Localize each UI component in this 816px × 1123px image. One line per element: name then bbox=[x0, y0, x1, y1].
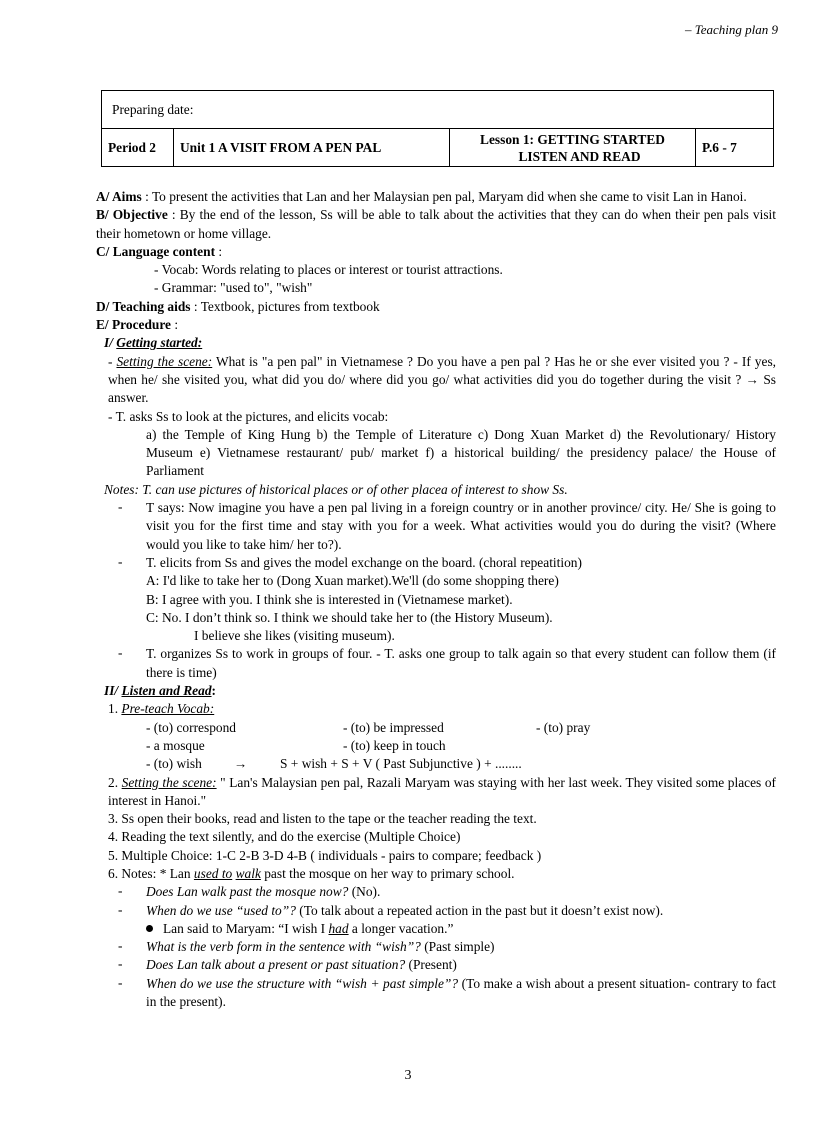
question-1: - Does Lan walk past the mosque now? (No). bbox=[118, 883, 381, 900]
item-4: 4. Reading the text silently, and do the exercise (Multiple Choice) bbox=[108, 829, 461, 845]
procedure-heading: E/ Procedure : bbox=[96, 317, 179, 333]
section-listen-read: II/ Listen and Read: bbox=[104, 683, 216, 699]
vocab-row-1: - (to) correspond - (to) be impressed - (to) pray bbox=[146, 719, 591, 735]
objective-paragraph: B/ Objective : By the end of the lesson, Ss will be able to talk about the activities that they can do when their pen pals visit their hometown or home village. bbox=[96, 207, 776, 241]
elicit-line: - T. asks Ss to look at the pictures, and elicits vocab: bbox=[108, 408, 389, 424]
item-6-notes: 6. Notes: * Lan used to walk past the mosque on her way to primary school. bbox=[108, 865, 515, 881]
lesson-cell: Lesson 1: GETTING STARTED LISTEN AND READ bbox=[450, 129, 696, 167]
lesson-info-table bbox=[101, 90, 774, 167]
item-5: 5. Multiple Choice: 1-C 2-B 3-D 4-B ( individuals - pairs to compare; feedback ) bbox=[108, 847, 542, 863]
aims-paragraph: A/ Aims : To present the activities that Lan and her Malaysian pen pal, Maryam did when she came to visit Lan in Hanoi. bbox=[96, 189, 747, 204]
step-elicit-model: - T. elicits from Ss and gives the model exchange on the board. (choral repeatition) bbox=[118, 553, 582, 570]
wish-structure: - (to) wish → S + wish + S + V ( Past Subjunctive ) + ........ bbox=[146, 756, 522, 772]
item-3: 3. Ss open their books, read and listen to the tape or the teacher reading the text. bbox=[108, 811, 537, 827]
setting-scene-2: 2. Setting the scene: " Lan's Malaysian pen pal, Razali Maryam was staying with her last week. They visited some places of interest in Hanoi." bbox=[108, 774, 776, 808]
dialogue-c2: I believe she likes (visiting museum). bbox=[194, 628, 395, 644]
section-getting-started: I/ Getting started: bbox=[104, 335, 203, 351]
running-header: – Teaching plan 9 bbox=[684, 22, 778, 37]
bullet-icon bbox=[146, 925, 153, 932]
setting-scene-paragraph: - Setting the scene: What is "a pen pal" in Vietnamese ? Do you have a pen pal ? Has he or she ever visited you ? - If yes, when he/ she visited you, what did you do/ where did you go/ what activities did you do together during the visit ? → Ss answer. bbox=[108, 353, 776, 406]
question-5: - When do we use the structure with “wish + past simple”? (To make a wish about a present situation- contrary to fact in the present). bbox=[118, 974, 777, 1010]
step-says: - T says: Now imagine you have a pen pal living in a foreign country or in another province/ city. He/ She is going to visit you for the first time and stay with you for a week. What activities would you do during the visit? (Where would you like to take him/ her to?). bbox=[118, 499, 776, 552]
period-cell: Period 2 bbox=[102, 129, 174, 167]
language-content-heading: C/ Language content : bbox=[96, 243, 223, 259]
teaching-aids: D/ Teaching aids : Textbook, pictures from textbook bbox=[96, 298, 380, 314]
dialogue-a: A: I'd like to take her to (Dong Xuan market).We'll (do some shopping there) bbox=[146, 573, 559, 589]
example-bullet: Lan said to Maryam: “I wish I had a longer vacation.” bbox=[96, 920, 776, 938]
grammar-line: - Grammar: "used to", "wish" bbox=[154, 280, 313, 296]
pages-cell: P.6 - 7 bbox=[696, 129, 774, 167]
preteach-heading: 1. Pre-teach Vocab: bbox=[108, 701, 215, 717]
places-list: a) the Temple of King Hung b) the Temple of Literature c) Dong Xuan Market d) the Revolutionary/ History Museum e) Vietnamese restaurant/ pub/ market f) a historical building/ the presidency palace/ the House of Parliament bbox=[146, 426, 776, 479]
unit-cell: Unit 1 A VISIT FROM A PEN PAL bbox=[174, 129, 450, 167]
vocab-row-2: - a mosque - (to) keep in touch bbox=[146, 737, 446, 753]
page-number: 3 bbox=[404, 1068, 412, 1083]
lesson-body bbox=[96, 188, 776, 1011]
notes-line: Notes: T. can use pictures of historical places or of other placea of interest to show Ss. bbox=[104, 481, 568, 497]
step-organize: - T. organizes Ss to work in groups of four. - T. asks one group to talk again so that every student can follow them (if there is time) bbox=[118, 645, 776, 680]
question-2: - When do we use “used to”? (To talk about a repeated action in the past but it doesn’t exist now). bbox=[118, 901, 664, 918]
dialogue-c: C: No. I don’t think so. I think we should take her to (the History Museum). bbox=[146, 609, 553, 625]
vocab-line: - Vocab: Words relating to places or interest or tourist attractions. bbox=[154, 262, 503, 278]
question-4: - Does Lan talk about a present or past situation? (Present) bbox=[118, 956, 457, 973]
question-3: - What is the verb form in the sentence with “wish”? (Past simple) bbox=[118, 938, 495, 955]
preparing-date-cell: Preparing date: bbox=[102, 91, 774, 129]
dialogue-b: B: I agree with you. I think she is interested in (Vietnamese market). bbox=[146, 591, 513, 607]
